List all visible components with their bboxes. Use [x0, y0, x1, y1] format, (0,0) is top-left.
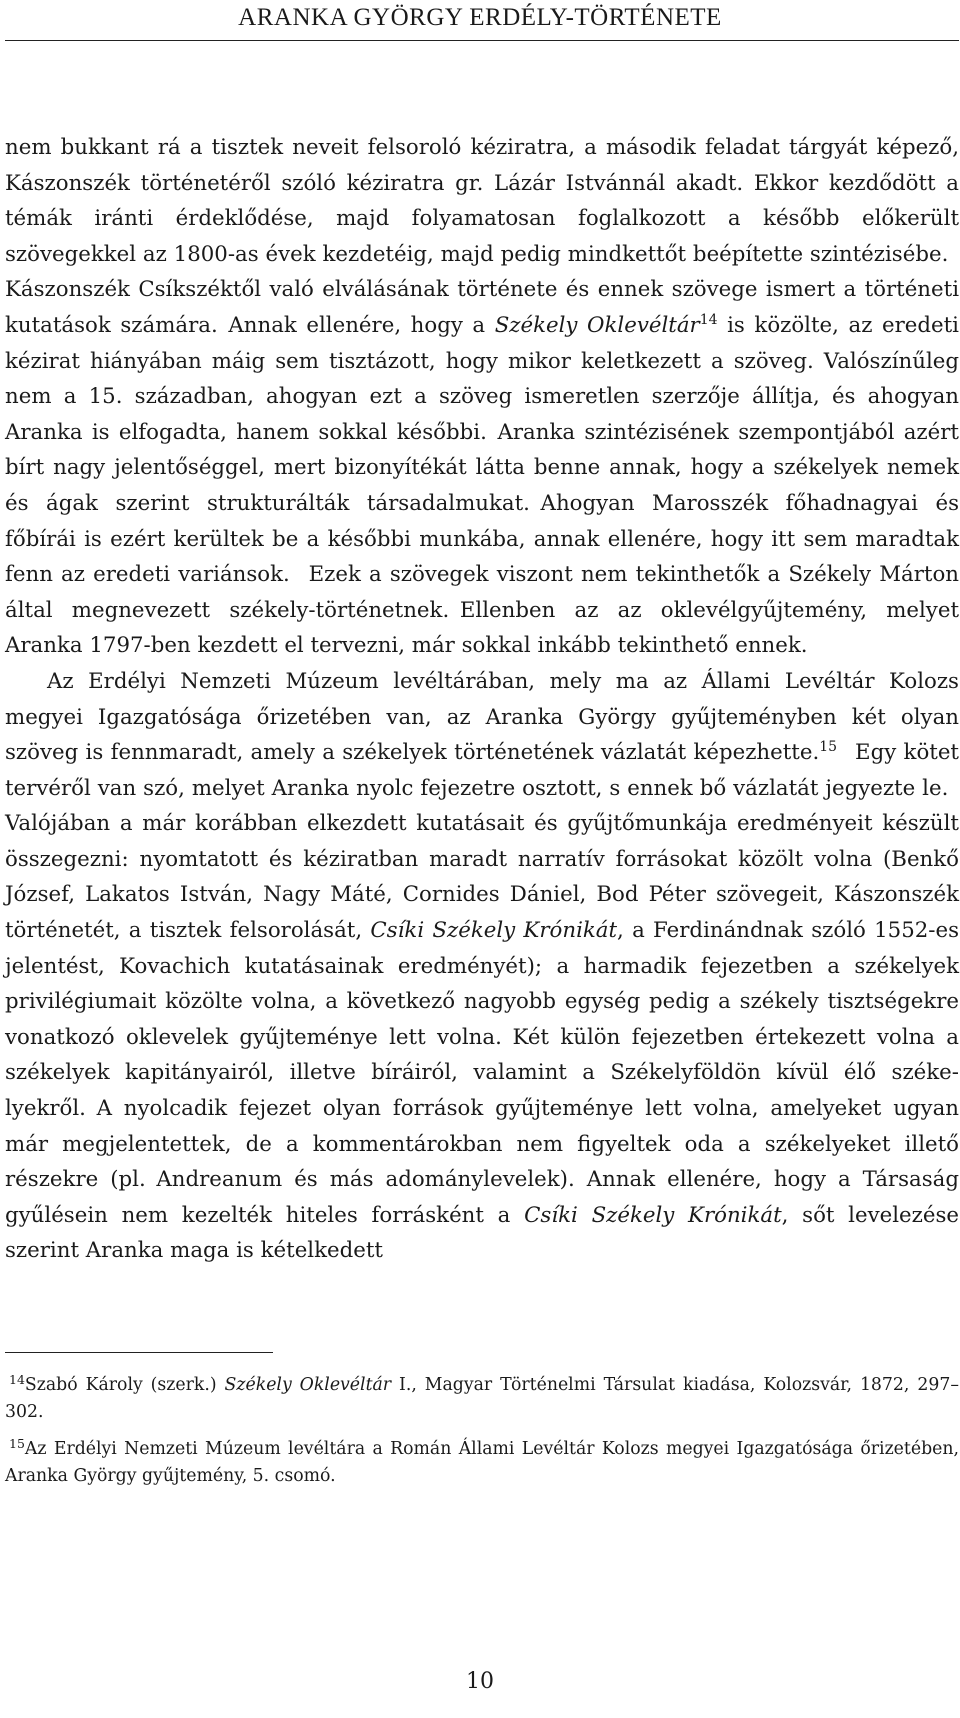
footnote-ref-15[interactable]: 15 — [819, 739, 838, 756]
paragraph-2-text-4: , sőt levelezése szerint Aranka maga is kételkedett — [5, 1202, 959, 1264]
footnotes — [5, 1372, 959, 1500]
footnote-15-text: Az Erdélyi Nemzeti Múzeum levéltára a Román Állami Levéltár Kolozs megyei Igazgatósága őrizetében, Aranka György gyűjtemény, 5. csomó. — [5, 1439, 959, 1486]
paragraph-2 — [5, 664, 959, 1269]
footnote-15 — [5, 1436, 959, 1489]
footnote-14 — [5, 1372, 959, 1425]
header-rule — [5, 40, 959, 41]
footnote-14-marker: 14 — [9, 1372, 25, 1387]
paragraph-2-text-2: Egy kötet tervéről van szó, melyet Aranka nyolc fejezetre osztott, s ennek bő vázlatát jegyezte le. Valójában a már korábban elkezdett kutatásait és gyűjtőmunkája eredményeit készült összegezni: nyomtatott és kéziratban maradt narratív forrásokat közölt volna (Benkő József, Lakatos István, Nagy Máté, Cornides Dániel, Bod Péter szövegeit, Kászonszék történetét, a tisztek felsorolását, — [5, 740, 959, 944]
footnote-15-marker: 15 — [9, 1436, 25, 1451]
book-title-szekely-okleveltar: Székely Oklevéltár — [494, 312, 700, 338]
paragraph-2-text-1: Az Erdélyi Nemzeti Múzeum levéltárában, mely ma az Állami Levéltár Kolozs megyei Igazgatósága őrizetében van, az Aranka György gyűjteményben két olyan szöveg is fennmaradt, amely a székelyek történetének vázlatát képezhette. — [5, 668, 959, 766]
page-number: 10 — [466, 1669, 494, 1694]
book-title-csiki-szekely-kronika-2: Csíki Székely Krónikát — [524, 1202, 782, 1228]
body-text — [5, 130, 959, 1269]
paragraph-1-text-1: nem bukkant rá a tisztek neveit felsoroló kéziratra, a második feladat tárgyát képező, Kászonszék történetéről szóló kéziratra gr. Lázár Istvánnál akadt. Ekkor kezdődött a témák iránti érdeklődése, majd folyamatosan foglalkozott a később előkerült szövegekkel az 1800-as évek kezdetéig, majd pedig mindkettőt beépítette szintézisébe. Kászonszék Csíkszéktől való elválásának története és ennek szövege ismert a történeti kutatások számára. Annak ellenére, hogy a — [5, 135, 959, 338]
footnote-14-text-1: Szabó Károly (szerk.) — [24, 1375, 225, 1395]
footnote-ref-14[interactable]: 14 — [699, 311, 718, 328]
book-title-csiki-szekely-kronika: Csíki Székely Krónikát — [370, 918, 618, 944]
footnote-14-text-2: I., Magyar Történelmi Társulat kiadása, Kolozsvár, 1872, 297–302. — [5, 1375, 959, 1422]
paragraph-1-text-2: is közölte, az eredeti kézirat hiányában máig sem tisztázott, hogy mikor keletkezett a szöveg. Valószínűleg nem a 15. században, ahogyan ezt a szöveg ismeretlen szerzője állítja, és ahogyan Aranka is elfogadta, hanem sokkal későbbi. Aranka szintézisének szempontjából azért bírt nagy jelentőséggel, mert bizonyítékát látta benne annak, hogy a székelyek nemek és ágak szerint strukturálták társadalmukat. Ahogyan Marosszék főhadnagyai és főbírái is ezért kerültek be a későbbi munkába, annak ellenére, hogy itt sem maradtak fenn az eredeti variánsok. Ezek a szövegek viszont nem tekinthetők a Székely Márton által megnevezett székely-történetnek. Ellenben az az oklevélgyűjtemény, melyet Aranka 1797-ben kezdett el tervezni, már sokkal inkább tekinthető ennek. — [5, 312, 959, 659]
footnote-14-title: Székely Oklevéltár — [224, 1375, 392, 1395]
paragraph-1 — [5, 130, 959, 664]
paragraph-2-text-3: , a Ferdinándnak szóló 1552-es jelentést, Kovachich kutatásainak eredményét); a harmadik fejezetben a székelyek privilégiumait közölte volna, a következő nagyobb egység pedig a székely tisztségekre vonatkozó oklevelek gyűjteménye lett volna. Két külön fejezetben értekezett volna a székelyek kapitányairól, illetve bíráiról, valamint a Székelyföldön kívül élő székelyekről. A nyolcadik fejezet olyan források gyűjteménye lett volna, amelyeket ugyan már megjelentettek, de a kommentárokban nem figyeltek oda a székelyeket illető részekre (pl. Andreanum és más adománylevelek). Annak ellenére, hogy a Társaság gyűlésein nem kezelték hiteles forrásként a — [5, 918, 960, 1228]
running-header: ARANKA GYÖRGY ERDÉLY-TÖRTÉNETE — [238, 4, 722, 31]
footnote-rule — [5, 1352, 273, 1353]
